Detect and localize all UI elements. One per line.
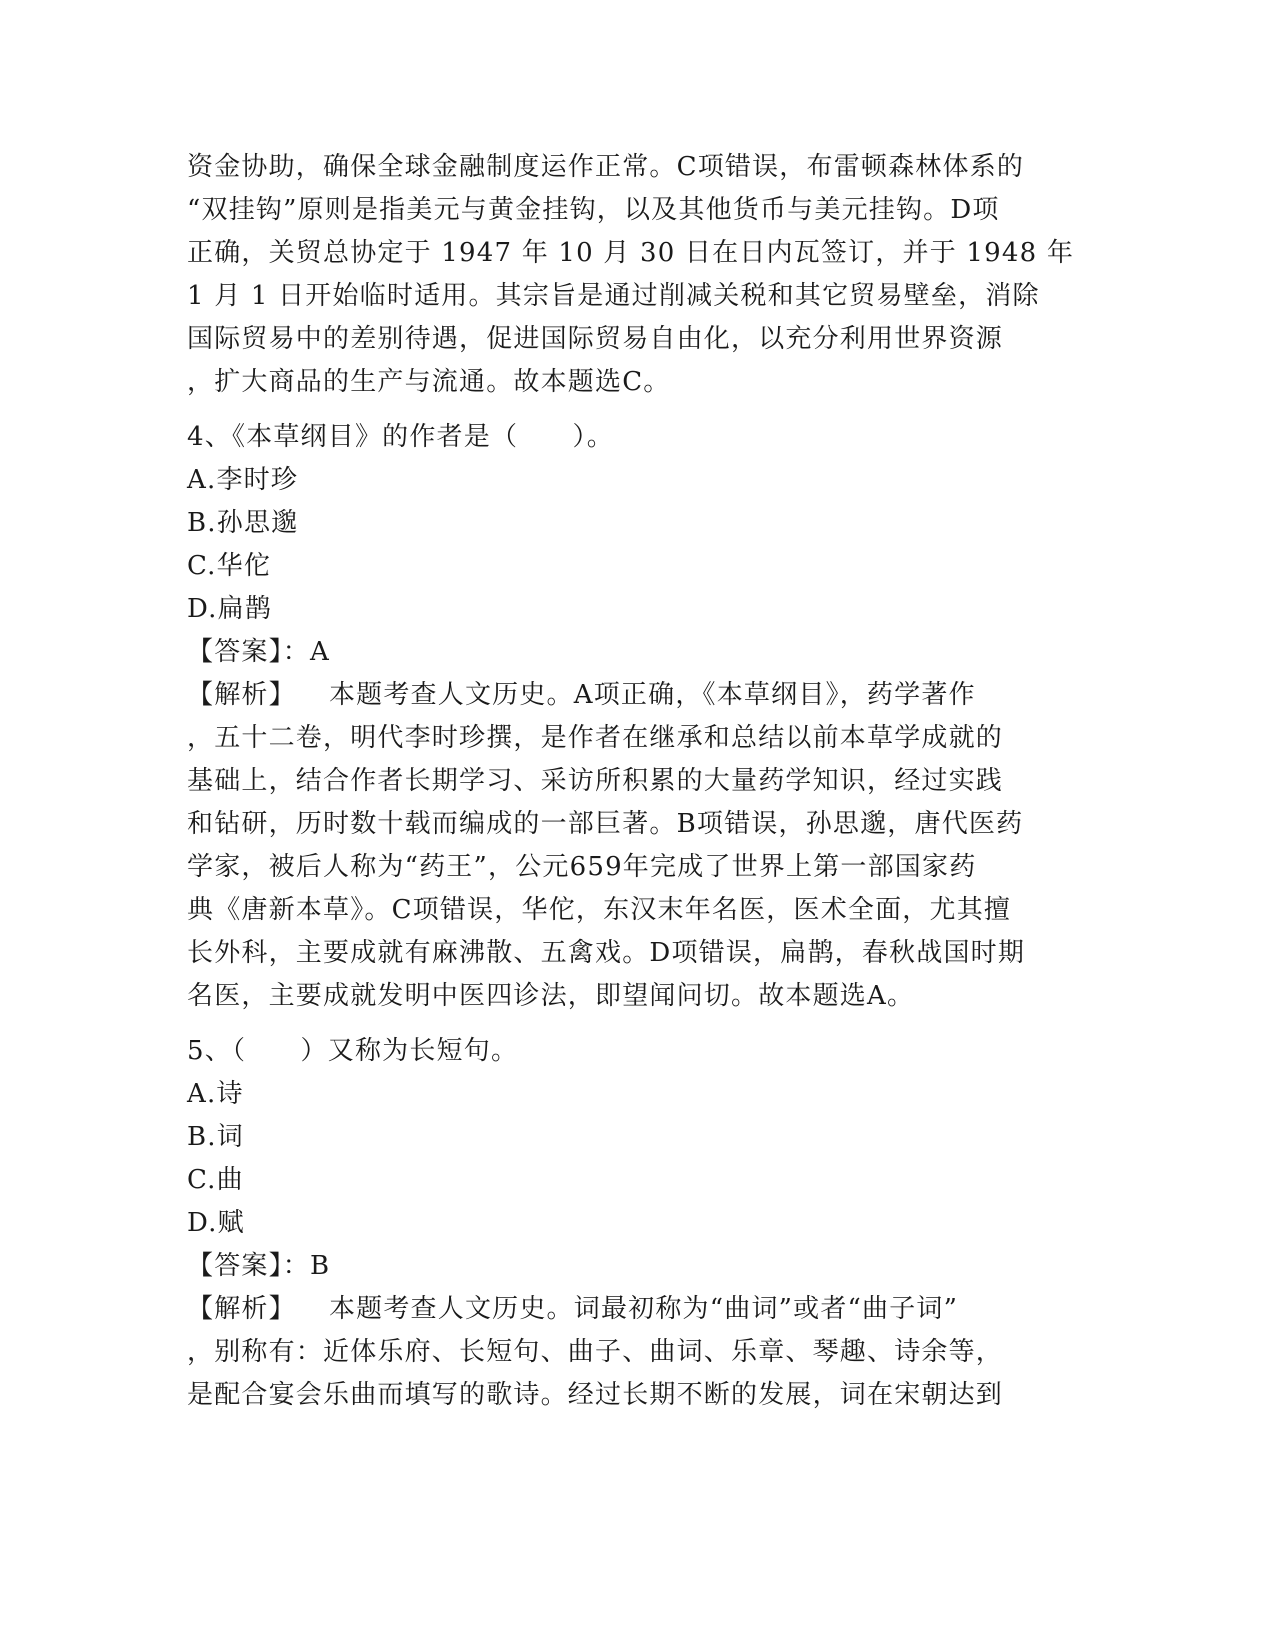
option-d: D.扁鹊 bbox=[187, 594, 272, 624]
explanation-line: 基础上，结合作者长期学习、采访所积累的大量药学知识，经过实践 bbox=[187, 766, 1004, 796]
explanation-line: ，五十二卷，明代李时珍撰，是作者在继承和总结以前本草学成就的 bbox=[187, 723, 1004, 753]
explanation-line: 和钻研，历时数十载而编成的一部巨著。B项错误，孙思邈，唐代医药 bbox=[187, 809, 1024, 839]
option-a: A.诗 bbox=[187, 1079, 244, 1109]
explanation-line: 名医，主要成就发明中医四诊法，即望闻问切。故本题选A。 bbox=[187, 981, 915, 1011]
answer-line bbox=[187, 1245, 1087, 1288]
paragraph-line: 国际贸易中的差别待遇，促进国际贸易自由化，以充分利用世界资源 bbox=[187, 324, 1004, 354]
explanation-label: 【解析】 bbox=[187, 1294, 311, 1324]
previous-explanation bbox=[187, 146, 1087, 404]
explanation-text: 本题考查人文历史。词最初称为“曲词”或者“曲子词” bbox=[328, 1294, 959, 1324]
paragraph-line: 正确，关贸总协定于 1947 年 10 月 30 日在日内瓦签订，并于 1948 年 bbox=[187, 238, 1075, 268]
answer-label: 【答案】： bbox=[187, 637, 311, 667]
explanation-line bbox=[187, 1288, 1087, 1331]
explanation-line: 是配合宴会乐曲而填写的歌诗。经过长期不断的发展，词在宋朝达到 bbox=[187, 1380, 1004, 1410]
question-4 bbox=[187, 416, 1087, 1018]
answer-line bbox=[187, 631, 1087, 674]
explanation-line: 长外科，主要成就有麻沸散、五禽戏。D项错误，扁鹊，春秋战国时期 bbox=[187, 938, 1026, 968]
explanation-line: 典《唐新本草》。C项错误，华佗，东汉末年名医，医术全面，尤其擅 bbox=[187, 895, 1012, 925]
option-b: B.词 bbox=[187, 1122, 244, 1152]
question-5 bbox=[187, 1030, 1087, 1417]
question-text: 5、（ ）又称为长短句。 bbox=[187, 1036, 519, 1066]
document-page bbox=[187, 146, 1087, 1417]
option-c: C.曲 bbox=[187, 1165, 244, 1195]
option-b: B.孙思邈 bbox=[187, 508, 299, 538]
explanation-line bbox=[187, 674, 1087, 717]
spacer bbox=[187, 1018, 1087, 1030]
answer-value: A bbox=[310, 637, 330, 667]
option-c: C.华佗 bbox=[187, 551, 272, 581]
paragraph-line: 资金协助，确保全球金融制度运作正常。C项错误，布雷顿森林体系的 bbox=[187, 152, 1025, 182]
option-a: A.李时珍 bbox=[187, 465, 299, 495]
spacer bbox=[187, 404, 1087, 416]
paragraph-line: 1 月 1 日开始临时适用。其宗旨是通过削减关税和其它贸易壁垒，消除 bbox=[187, 281, 1040, 311]
question-text: 4、《本草纲目》的作者是（ ）。 bbox=[187, 422, 614, 452]
explanation-label: 【解析】 bbox=[187, 680, 311, 710]
option-d: D.赋 bbox=[187, 1208, 245, 1238]
paragraph-line: ，扩大商品的生产与流通。故本题选C。 bbox=[187, 367, 671, 397]
answer-label: 【答案】： bbox=[187, 1251, 311, 1281]
explanation-line: ，别称有：近体乐府、长短句、曲子、曲词、乐章、琴趣、诗余等， bbox=[187, 1337, 1004, 1367]
paragraph-line: “双挂钩”原则是指美元与黄金挂钩，以及其他货币与美元挂钩。D项 bbox=[187, 195, 1000, 225]
explanation-line: 学家，被后人称为“药王”，公元659年完成了世界上第一部国家药 bbox=[187, 852, 977, 882]
answer-value: B bbox=[310, 1251, 331, 1281]
explanation-text: 本题考查人文历史。A项正确，《本草纲目》，药学著作 bbox=[328, 680, 976, 710]
